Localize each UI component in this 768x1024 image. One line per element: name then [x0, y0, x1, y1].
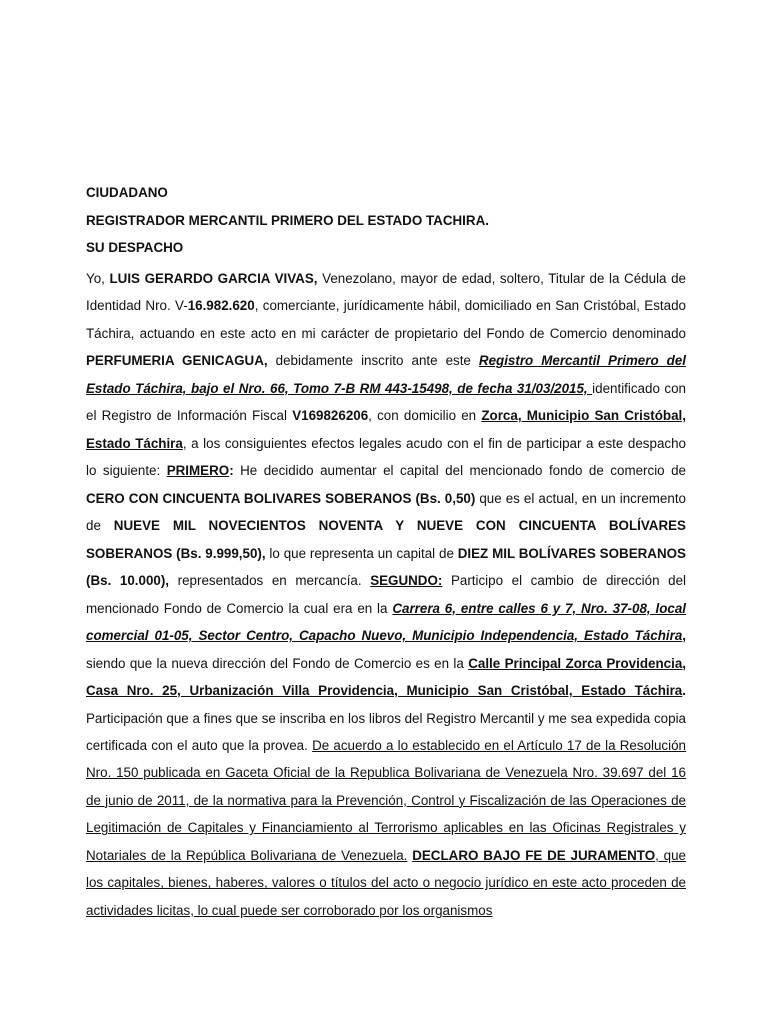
- oath-text: , que los capitales, bienes, haberes, valores o títulos del acto o negocio jurídico en este acto proceden de actividades licitas, lo cual puede ser corroborado por los organismos: [86, 847, 686, 918]
- legal-basis: De acuerdo a lo establecido en el Artículo 17 de la Resolución Nro. 150 publicada en Gaceta Oficial de la Republica Bolivariana de Venezuela Nro. 39.697 del 16 de junio de 2011, de la normativa para la Prevención, Control y Fiscalización de las Operaciones de Legitimación de Capitales y Financiamiento al Terrorismo aplicables en las Oficinas Registrales y Notariales de la República Bolivariana de Venezuela.: [86, 737, 687, 863]
- rif-number: V169826206: [292, 408, 369, 424]
- current-capital: CERO CON CINCUENTA BOLIVARES SOBERANOS (Bs. 0,50): [86, 490, 476, 506]
- old-address: Carrera 6, entre calles 6 y 7, Nro. 37-08, local comercial 01-05, Sector Centro, Capacho Nuevo, Municipio Independencia, Estado Táchira: [86, 600, 686, 644]
- segundo-label: SEGUNDO:: [370, 573, 443, 589]
- body-segment: , con domicilio en: [368, 408, 482, 424]
- primero-colon: :: [229, 463, 234, 479]
- body-segment: Participo el cambio de dirección del mencionado Fondo de Comercio la cual era en la: [86, 573, 686, 616]
- new-address-period: .: [682, 683, 686, 699]
- registry-reference: Registro Mercantil Primero del Estado Táchira, bajo el Nro. 66, Tomo 7-B RM 443-15498, de fecha 31/03/2015,: [86, 353, 687, 396]
- body-segment: identificado con el Registro de Información Fiscal: [86, 380, 686, 424]
- old-address-comma: ,: [682, 628, 686, 644]
- id-number: 16.982.620: [187, 298, 255, 314]
- body-segment: He decidido aumentar el capital del mencionado fondo de comercio de: [233, 463, 686, 479]
- body-segment: Participación que a fines que se inscriba en los libros del Registro Mercantil y me sea expedida copia certificada con el auto que la provea.: [86, 710, 686, 753]
- business-name: PERFUMERIA GENICAGUA,: [86, 353, 268, 369]
- body-segment: , a los consiguientes efectos legales acudo con el fin de participar a este despacho lo siguiente:: [86, 435, 686, 479]
- new-capital: DIEZ MIL BOLÍVARES SOBERANOS (Bs. 10.000),: [86, 545, 686, 589]
- body-segment: representados en mercancía.: [169, 573, 371, 589]
- primero-label: PRIMERO: [166, 463, 230, 479]
- body-segment: que es el actual, en un incremento de: [86, 490, 686, 534]
- body-segment: siendo que la nueva dirección del Fondo de Comercio es en la: [86, 655, 469, 671]
- body-segment: , comerciante, jurídicamente hábil, domiciliado en San Cristóbal, Estado Táchira, actuando en este acto en mi carácter de propietario del Fondo de Comercio denominado: [86, 298, 686, 341]
- oath-declaration: DECLARO BAJO FE DE JURAMENTO: [412, 847, 656, 863]
- heading-registrador: REGISTRADOR MERCANTIL PRIMERO DEL ESTADO TACHIRA.: [86, 213, 489, 228]
- letter-body: [86, 265, 686, 924]
- body-segment: lo que representa un capital de: [265, 545, 458, 561]
- applicant-name: LUIS GERARDO GARCIA VIVAS,: [109, 271, 318, 286]
- heading-despacho: SU DESPACHO: [86, 240, 184, 255]
- domicile-address: Zorca, Municipio San Cristóbal, Estado Táchira: [86, 408, 686, 451]
- heading-ciudadano: CIUDADANO: [86, 185, 168, 200]
- capital-increment: NUEVE MIL NOVECIENTOS NOVENTA Y NUEVE CON CINCUENTA BOLÍVARES SOBERANOS (Bs. 9.999,50),: [86, 518, 686, 561]
- body-segment: Venezolano, mayor de edad, soltero, Titular de la Cédula de Identidad Nro. V-: [86, 271, 687, 314]
- body-segment: Yo,: [86, 271, 110, 286]
- body-segment: debidamente inscrito ante este: [267, 353, 479, 369]
- new-address: Calle Principal Zorca Providencia, Casa Nro. 25, Urbanización Villa Providencia, Municipio San Cristóbal, Estado Táchira: [86, 655, 686, 699]
